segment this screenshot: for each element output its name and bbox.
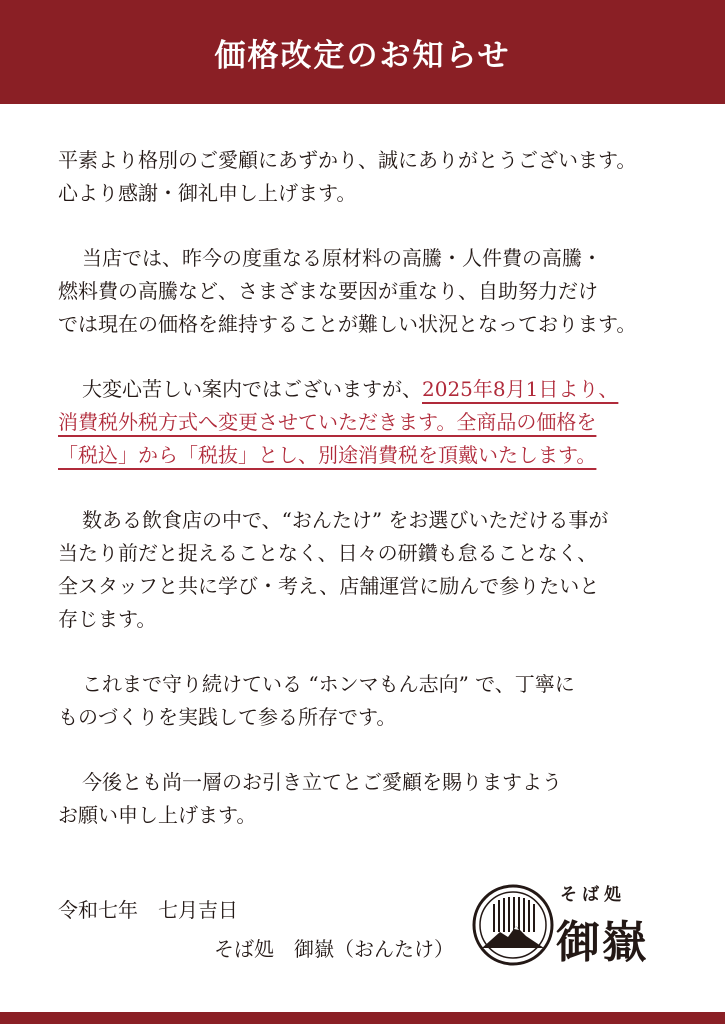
paragraph-closing	[58, 766, 670, 832]
text-line: ものづくりを実践して参る所存です。	[58, 705, 397, 729]
footer-band	[0, 1012, 725, 1024]
shop-name: そば処 御嶽（おんたけ）	[214, 937, 454, 961]
page-title: 価格改定のお知らせ	[214, 37, 511, 74]
paragraph-commitment	[58, 504, 670, 636]
text-line: 平素より格別のご愛顧にあずかり、誠にありがとうございます。	[58, 148, 637, 172]
text-line: お願い申し上げます。	[58, 803, 257, 827]
paragraph-price-change	[58, 373, 670, 472]
text-line: では現在の価格を維持することが難しい状況となっております。	[58, 312, 637, 336]
text-plain: 大変心苦しい案内ではございますが、	[82, 377, 422, 401]
highlight-line: 消費税外税方式へ変更させていただきます。全商品の価格を	[58, 410, 597, 434]
highlight-line: 「税込」から「税抜」とし、別途消費税を頂戴いたします。	[58, 443, 597, 467]
text-line: 心より感謝・御礼申し上げます。	[58, 181, 357, 205]
text-line: 存じます。	[58, 607, 157, 631]
highlight-date: 2025年8月1日より、	[422, 377, 619, 401]
paragraph-reason	[58, 242, 670, 341]
text-line: これまで守り続けている “ホンマもん志向” で、丁寧に	[82, 672, 575, 696]
paragraph-philosophy	[58, 668, 670, 734]
text-line: 当たり前だと捉えることなく、日々の研鑽も怠ることなく、	[58, 541, 598, 565]
text-line: 燃料費の高騰など、さまざまな要因が重なり、自助努力だけ	[58, 279, 598, 303]
text-line: 全スタッフと共に学び・考え、店舗運営に励んで参りたいと	[58, 574, 600, 598]
paragraph-greeting	[58, 144, 670, 210]
paragraph-gap	[58, 636, 670, 668]
notice-body	[58, 144, 670, 832]
text-line: 数ある飲食店の中で、“おんたけ” をお選びいただける事が	[82, 508, 609, 532]
paragraph-gap	[58, 341, 670, 373]
notice-date: 令和七年 七月吉日	[58, 898, 238, 922]
text-line: 当店では、昨今の度重なる原材料の高騰・人件費の高騰・	[82, 246, 602, 270]
mountain-emblem-icon	[470, 882, 556, 968]
logo-kana: そば処	[560, 885, 626, 905]
text-line	[58, 373, 670, 406]
shop-logo	[470, 880, 670, 970]
paragraph-gap	[58, 472, 670, 504]
paragraph-gap	[58, 210, 670, 242]
header-band	[0, 0, 725, 104]
text-line: 今後とも尚一層のお引き立てとご愛顧を賜りますよう	[82, 770, 562, 794]
logo-name: 御嶽	[556, 917, 648, 968]
paragraph-gap	[58, 734, 670, 766]
